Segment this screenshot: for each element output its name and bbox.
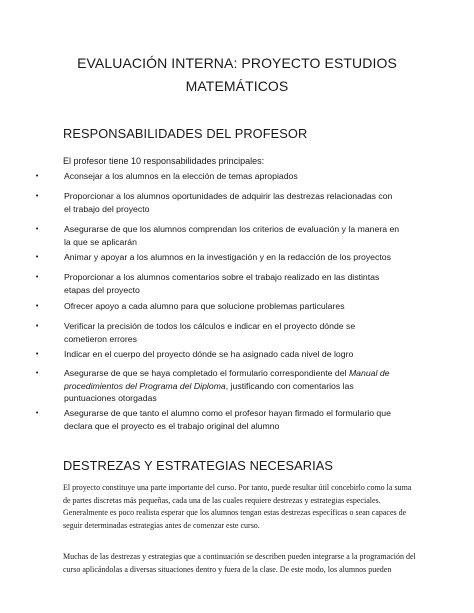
bullet-icon: • xyxy=(35,273,40,281)
list-item: • Verificar la precisión de todos los cálculos e indicar en el proyecto dónde se cometieron errores xyxy=(35,321,356,344)
section-heading-destrezas: DESTREZAS Y ESTRATEGIAS NECESARIAS xyxy=(63,458,334,473)
section-heading-responsabilidades: RESPONSABILIDADES DEL PROFESOR xyxy=(63,126,308,141)
list-item: • Indicar en el cuerpo del proyecto dónde se ha asignado cada nivel de logro xyxy=(35,349,354,359)
bullet-icon: • xyxy=(35,172,40,180)
bullet-icon: • xyxy=(35,409,40,417)
bullet-icon: • xyxy=(35,369,40,377)
list-item: • Asegurarse de que se haya completado el formulario correspondiente del Manual de procedimientos del Programa del Diploma, justificando con comentarios las puntuaciones otorgadas xyxy=(35,368,390,403)
list-item: • Ofrecer apoyo a cada alumno para que solucione problemas particulares xyxy=(35,301,345,311)
list-item: • Animar y apoyar a los alumnos en la investigación y en la redacción de los proyectos xyxy=(35,252,391,262)
document-title xyxy=(60,52,414,98)
title-line-1: EVALUACIÓN INTERNA: PROYECTO ESTUDIOS xyxy=(77,55,397,71)
paragraph-1: El proyecto constituye una parte importante del curso. Por tanto, puede resultar útil concebirlo como la suma de partes discretas más pequeñas, cada una de las cuales requiere destrezas y estrategias especiales. Generalmente es poco realista esperar que los alumnos tengan estas destrezas específicas o sean capaces de seguir determinadas estrategias antes de comenzar este curso. xyxy=(63,483,412,530)
section-intro: El profesor tiene 10 responsabilidades principales: xyxy=(63,156,265,166)
list-item: • Aconsejar a los alumnos en la elección de temas apropiados xyxy=(35,171,298,181)
list-item: • Asegurarse de que tanto el alumno como el profesor hayan firmado el formulario que declara que el proyecto es el trabajo original del alumno xyxy=(35,408,391,431)
paragraph-2: Muchas de las destrezas y estrategias que a continuación se describen pueden integrarse a la programación del curso aplicándolas a diversas situaciones dentro y fuera de la clase. De este modo, los alumnos pueden xyxy=(63,552,416,574)
bullet-icon: • xyxy=(35,350,40,358)
bullet-icon: • xyxy=(35,253,40,261)
bullet-icon: • xyxy=(35,192,40,200)
list-item: • Asegurarse de que los alumnos comprendan los criterios de evaluación y la manera en la que se aplicarán xyxy=(35,224,400,247)
bullet-icon: • xyxy=(35,322,40,330)
bullet-icon: • xyxy=(35,302,40,310)
list-item: • Proporcionar a los alumnos comentarios sobre el trabajo realizado en las distintas etapas del proyecto xyxy=(35,272,380,295)
title-line-2: MATEMÁTICOS xyxy=(185,78,289,94)
list-item: • Proporcionar a los alumnos oportunidades de adquirir las destrezas relacionadas con el trabajo del proyecto xyxy=(35,191,393,214)
bullet-icon: • xyxy=(35,225,40,233)
